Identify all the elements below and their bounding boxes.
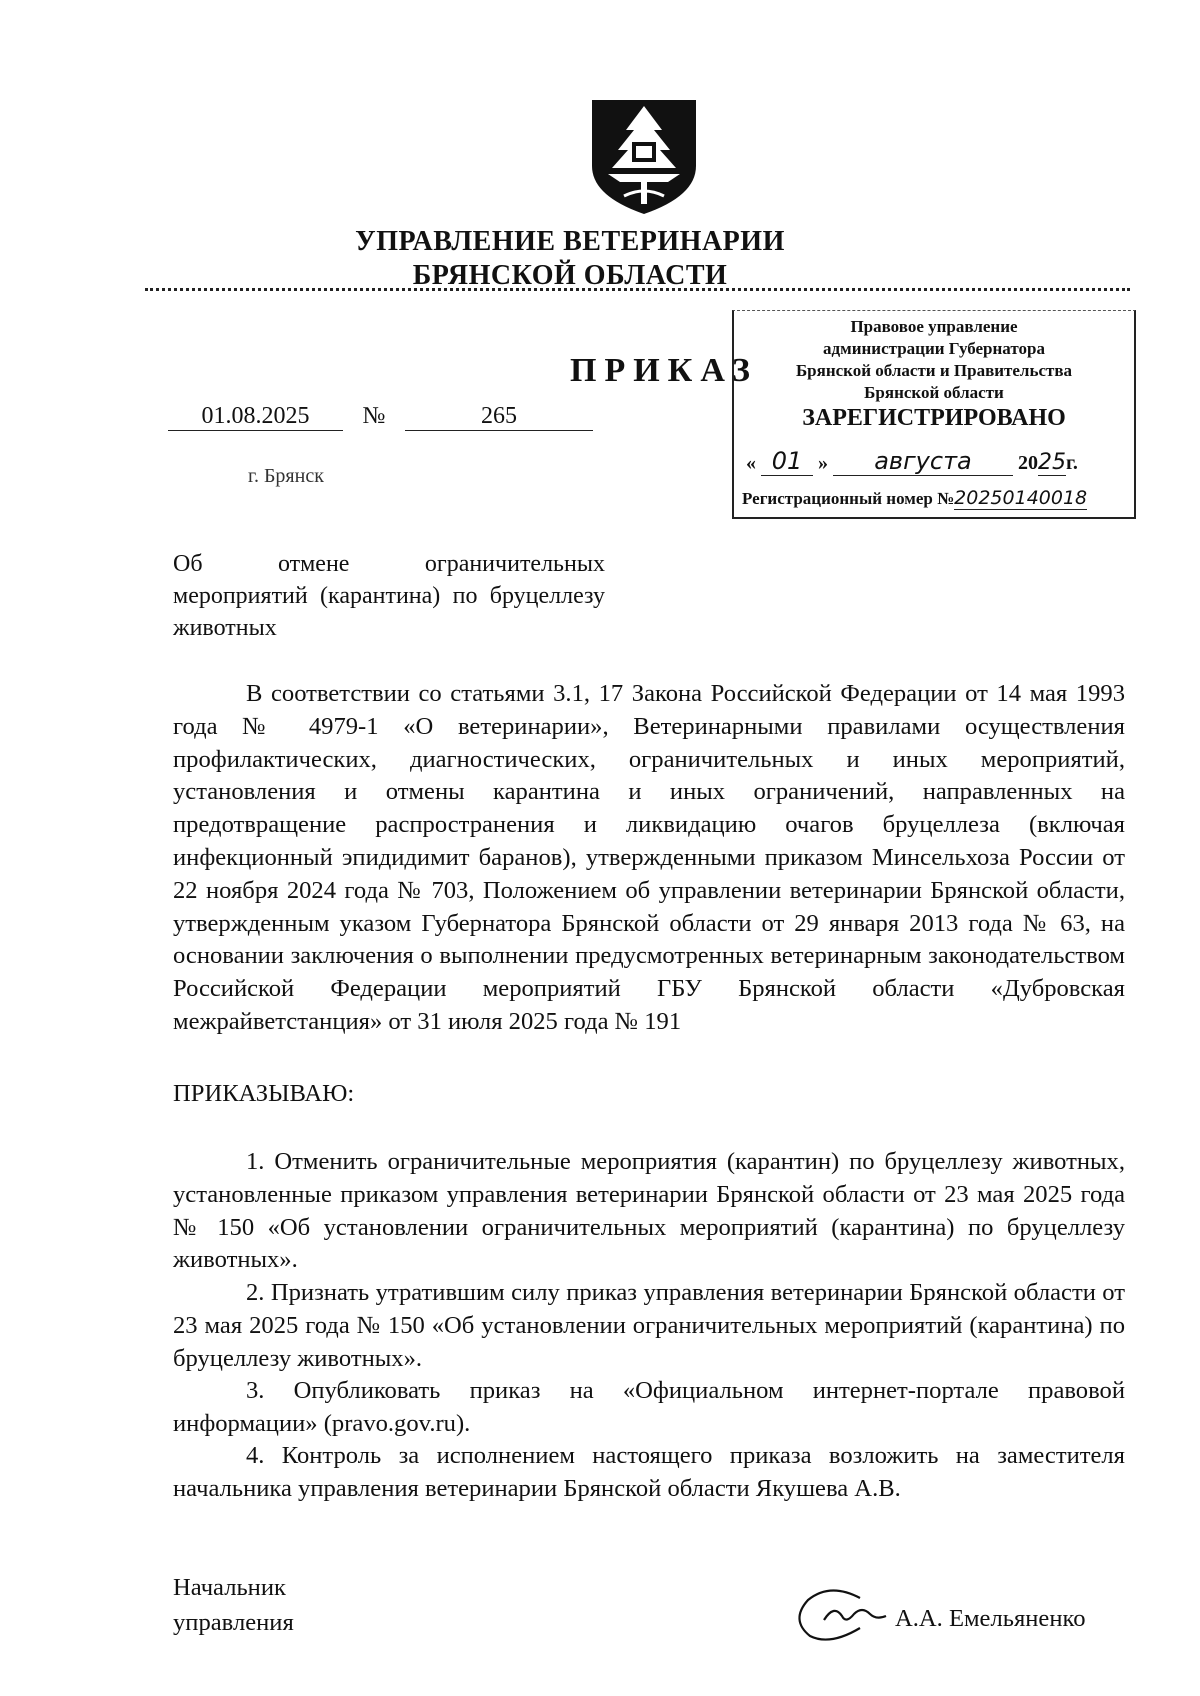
coat-of-arms-emblem: [588, 96, 700, 218]
stamp-date-line: [746, 447, 1126, 476]
order-item-3: 3. Опубликовать приказ на «Официальном интернет-портале правовой информации» (pravo.gov.ru).: [173, 1377, 1125, 1437]
stamp-open-quote: «: [746, 452, 756, 474]
order-date-number: [168, 403, 593, 431]
signatory-position: [173, 1570, 294, 1640]
document-title: ПРИКАЗ: [570, 352, 758, 389]
stamp-day: 01: [761, 447, 813, 476]
subject-rest: мероприятий (карантина) по бруцеллезу животных: [173, 583, 605, 641]
header-divider: [145, 288, 1130, 291]
order-item-2: 2. Признать утратившим силу приказ управления ветеринарии Брянской области от 23 мая 2025 года № 150 «Об установлении ограничительных мероприятий (карантина) по бруцеллезу животных».: [173, 1279, 1125, 1372]
signatory-position-line2: управления: [173, 1609, 294, 1636]
stamp-line-1: Правовое управление: [850, 317, 1018, 336]
subject-word-3: ограничительных: [424, 551, 605, 577]
order-city: г. Брянск: [248, 465, 324, 487]
order-item-4: 4. Контроль за исполнением настоящего приказа возложить на заместителя начальника управления ветеринарии Брянской области Якушева А.В.: [173, 1442, 1125, 1502]
stamp-reg-line: [742, 487, 1132, 509]
subject-word-1: Об: [173, 551, 203, 577]
org-name-line2: БРЯНСКОЙ ОБЛАСТИ: [412, 260, 728, 291]
stamp-year-prefix: 20: [1018, 452, 1038, 474]
order-number: 265: [405, 403, 593, 431]
order-item-1: 1. Отменить ограничительные мероприятия (карантин) по бруцеллезу животных, установленные приказом управления ветеринарии Брянской области от 23 мая 2025 года № 150 «Об установлении ограничительных мероприятий (карантина) по бруцеллезу животных».: [173, 1148, 1125, 1274]
stamp-close-quote: »: [818, 452, 828, 474]
stamp-year-letter: г.: [1066, 452, 1078, 474]
stamp-reg-number: 20250140018: [954, 487, 1088, 509]
stamp-line-2: администрации Губернатора: [823, 339, 1045, 358]
order-date: 01.08.2025: [168, 403, 343, 431]
stamp-registered: ЗАРЕГИСТРИРОВАНО: [802, 405, 1066, 431]
number-sign: №: [362, 403, 386, 429]
preamble-paragraph: В соответствии со статьями 3.1, 17 Закона Российской Федерации от 14 мая 1993 года № 4979-1 «О ветеринарии», Ветеринарными правилами осуществления профилактических, диагностических, ограничительных и иных мероприятий, установления и отмены карантина и иных ограничений, направленных на предотвращение распространения и ликвидацию очагов бруцеллеза (включая инфекционный эпидидимит баранов), утвержденными приказом Минсельхоза России от 22 ноября 2024 года № 703, Положением об управлении ветеринарии Брянской области, утвержденным указом Губернатора Брянской области от 29 января 2013 года № 63, на основании заключения о выполнении предусмотренных ветеринарным законодательством Российской Федерации мероприятий ГБУ Брянской области «Дубровская межрайветстанция» от 31 июля 2025 года № 191: [173, 680, 1125, 1035]
registration-stamp: [732, 310, 1136, 519]
stamp-reg-label: Регистрационный номер №: [742, 489, 955, 508]
stamp-year-suffix: 25: [1038, 450, 1066, 475]
stamp-line-3: Брянской области и Правительства: [795, 361, 1073, 380]
org-name-line1: УПРАВЛЕНИЕ ВЕТЕРИНАРИИ: [355, 226, 785, 257]
signatory-position-line1: Начальник: [173, 1574, 286, 1601]
signatory-name: А.А. Емельяненко: [895, 1605, 1086, 1632]
stamp-month: августа: [833, 447, 1013, 476]
order-word: ПРИКАЗЫВАЮ:: [173, 1080, 355, 1107]
stamp-line-4: Брянской области: [864, 383, 1004, 402]
subject-word-2: отмене: [277, 551, 350, 577]
handwritten-signature: [790, 1580, 890, 1650]
order-subject: [173, 548, 605, 644]
